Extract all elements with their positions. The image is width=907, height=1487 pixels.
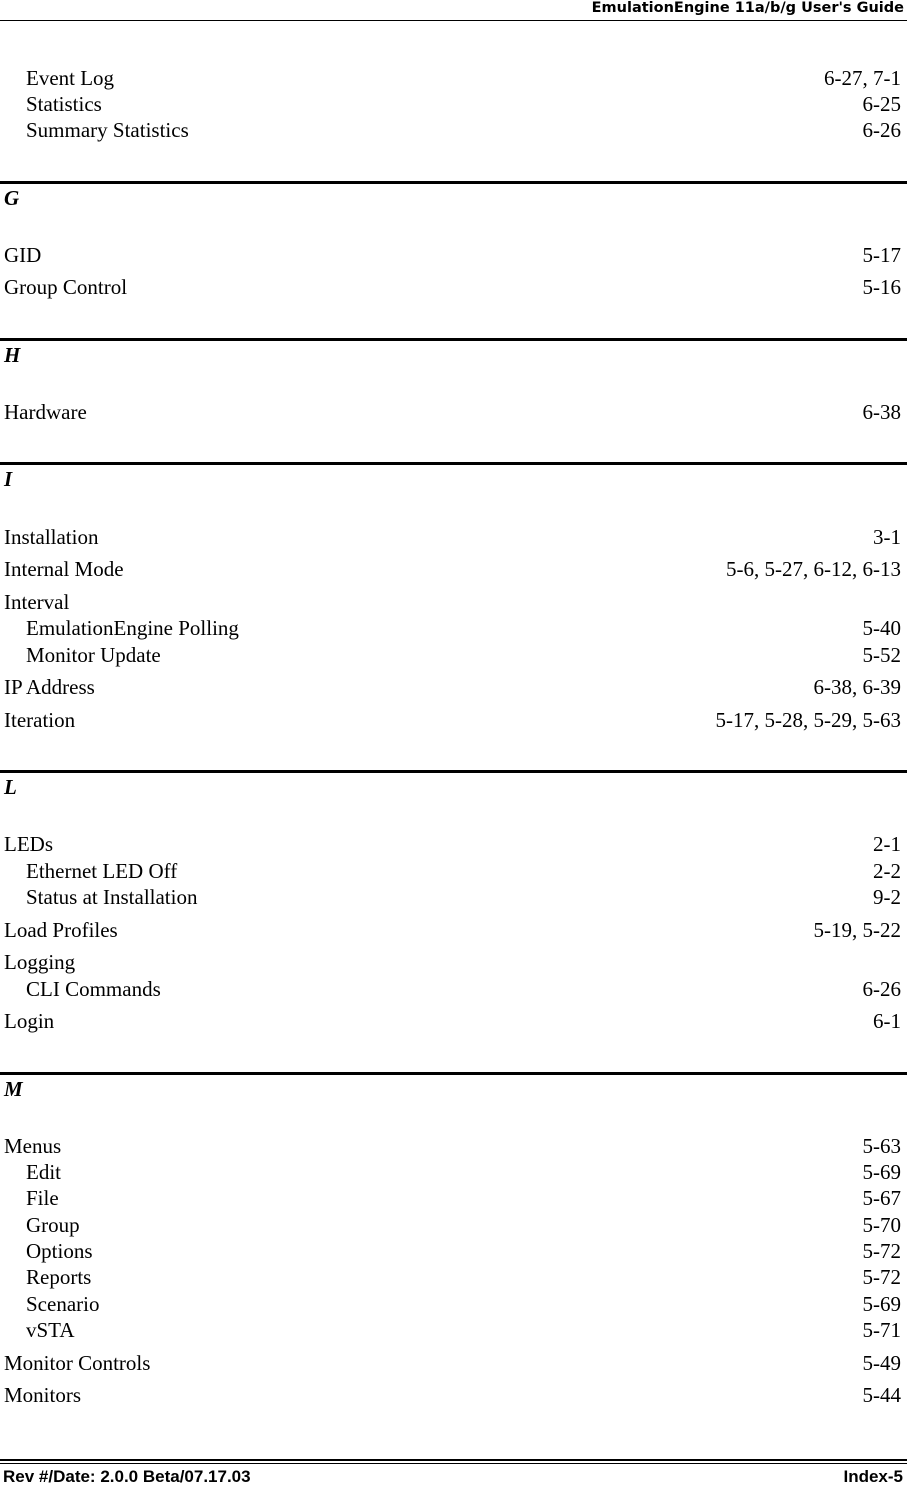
index-entry: Logging [4,950,76,974]
section-letter-i: I [4,467,13,491]
index-subentry: CLI Commands 6-26 [26,977,901,1001]
page-number: Index-5 [843,1467,903,1486]
page-footer [0,1459,907,1485]
index-subentry: EmulationEngine Polling 5-40 [26,616,901,640]
index-subentry: Summary Statistics 6-26 [26,118,901,142]
footer-divider [0,1459,907,1461]
index-subentry: Options 5-72 [26,1239,901,1263]
index-entry: Installation 3-1 [4,525,901,549]
index-subentry: Event Log 6-27, 7-1 [26,66,901,90]
footer-divider [0,1463,907,1464]
index-entry: IP Address 6-38, 6-39 [4,675,901,699]
section-divider [0,462,907,465]
index-entry: Menus 5-63 [4,1134,901,1158]
index-entry: Hardware 6-38 [4,400,901,424]
index-subentry: Group 5-70 [26,1213,901,1237]
index-entry: Iteration 5-17, 5-28, 5-29, 5-63 [4,708,901,732]
index-subentry: Scenario 5-69 [26,1292,901,1316]
revision-date: Rev #/Date: 2.0.0 Beta/07.17.03 [3,1467,251,1486]
index-subentry: vSTA 5-71 [26,1318,901,1342]
index-entry: Monitor Controls 5-49 [4,1351,901,1375]
index-entry: Interval [4,590,70,614]
section-letter-m: M [4,1077,23,1101]
section-divider [0,338,907,341]
section-divider [0,1072,907,1075]
index-subentry: Ethernet LED Off 2-2 [26,859,901,883]
section-letter-h: H [4,343,21,367]
index-subentry: File 5-67 [26,1186,901,1210]
section-letter-l: L [4,775,17,799]
document-title: EmulationEngine 11a/b/g User's Guide [591,0,904,16]
index-entry: LEDs 2-1 [4,832,901,856]
index-entry: Load Profiles 5-19, 5-22 [4,918,901,942]
index-entry: GID 5-17 [4,243,901,267]
index-entry: Monitors 5-44 [4,1383,901,1407]
index-subentry: Statistics 6-25 [26,92,901,116]
index-subentry: Monitor Update 5-52 [26,643,901,667]
index-subentry: Edit 5-69 [26,1160,901,1184]
index-subentry: Status at Installation 9-2 [26,885,901,909]
index-entry: Group Control 5-16 [4,275,901,299]
section-divider [0,181,907,184]
index-entry: Internal Mode 5-6, 5-27, 6-12, 6-13 [4,557,901,581]
index-entry: Login 6-1 [4,1009,901,1033]
section-letter-g: G [4,186,20,210]
section-divider [0,770,907,773]
index-subentry: Reports 5-72 [26,1265,901,1289]
